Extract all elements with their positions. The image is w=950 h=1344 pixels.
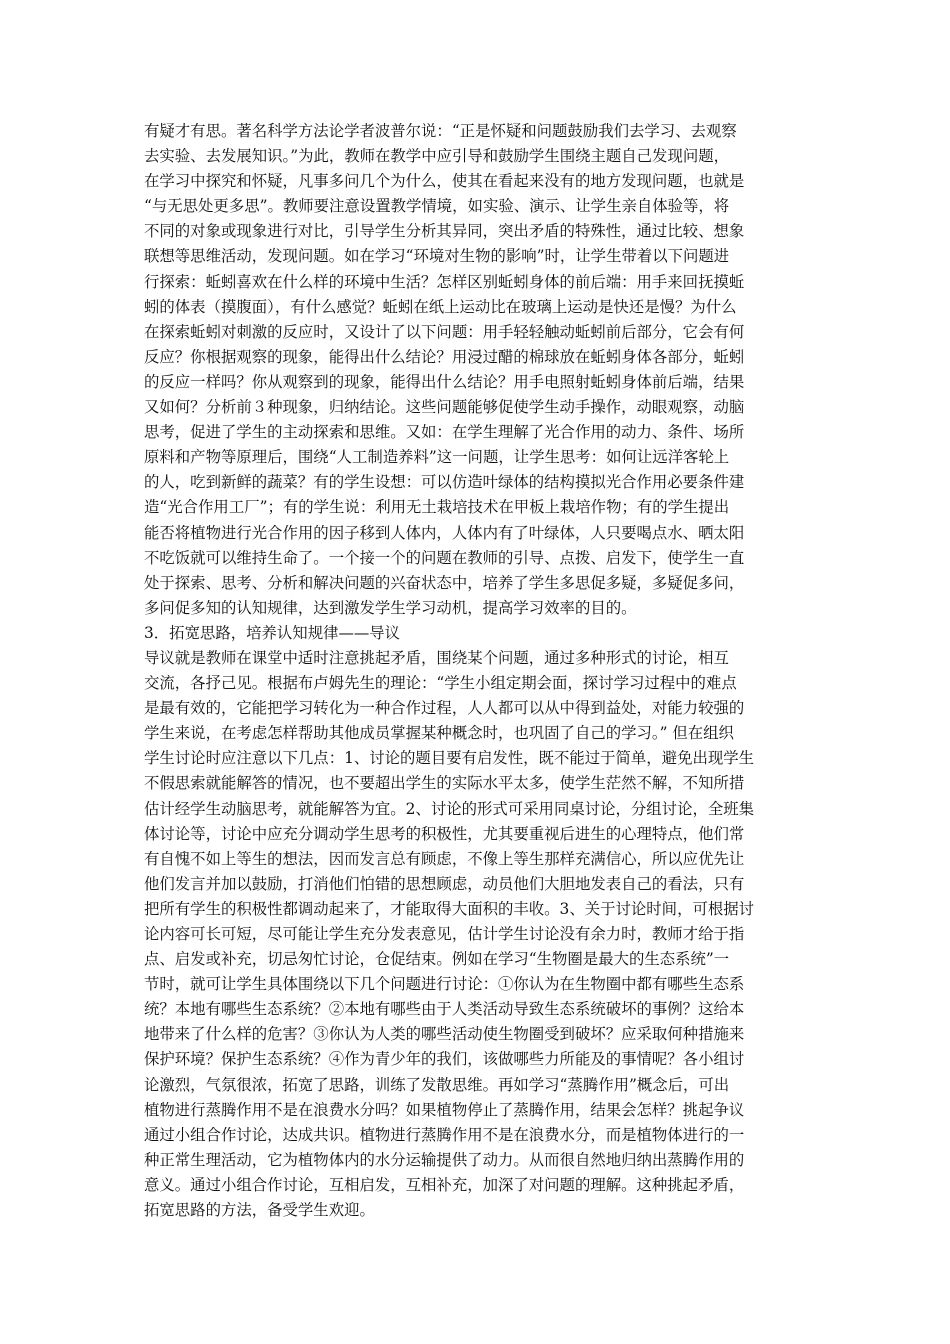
text-line: 多问促多知的认知规律，达到激发学生学习动机，提高学习效率的目的。 <box>144 598 637 617</box>
text-line: 不同的对象或现象进行对比，引导学生分析其异同，突出矛盾的特殊性，通过比较、想象 <box>144 222 745 241</box>
text-line: 去实验、去发展知识。”为此，教师在教学中应引导和鼓励学生围绕主题自己发现问题， <box>144 147 730 166</box>
text-line: 学生来说，在考虑怎样帮助其他成员掌握某种概念时，也巩固了自己的学习。” 但在组织 <box>144 724 734 743</box>
text-line: 种正常生理活动，它为植物体内的水分运输提供了动力。从而很自然地归纳出蒸腾作用的 <box>144 1150 745 1169</box>
text-line: 处于探索、思考、分析和解决问题的兴奋状态中，培养了学生多思促多疑，多疑促多问， <box>144 573 745 592</box>
text-line: 体讨论等，讨论中应充分调动学生思考的积极性，尤其要重视后进生的心理特点，他们常 <box>144 824 745 843</box>
text-line: 思考，促进了学生的主动探索和思维。又如：在学生理解了光合作用的动力、条件、场所 <box>144 423 745 442</box>
text-line: 论内容可长可短，尽可能让学生充分发表意见，估计学生讨论没有余力时，教师才给于指 <box>144 925 745 943</box>
text-line: 导议就是教师在课堂中适时注意挑起矛盾，围绕某个问题，通过多种形式的讨论，相互 <box>144 648 729 667</box>
text-line: 有自愧不如上等生的想法，因而发言总有顾虑，不像上等生那样充满信心，所以应优先让 <box>144 849 745 868</box>
text-line: 学生讨论时应注意以下几点：1、讨论的题目要有启发性，既不能过于简单，避免出现学生 <box>144 749 755 768</box>
text-line: 不吃饭就可以维持生命了。一个接一个的问题在教师的引导、点拨、启发下，使学生一直 <box>144 548 745 567</box>
text-line: 又如何？分析前３种现象，归纳结论。这些问题能够促使学生动手操作，动眼观察，动脑 <box>144 398 745 417</box>
text-line: 论激烈，气氛很浓，拓宽了思路，训练了发散思维。再如学习“蒸腾作用”概念后，可出 <box>144 1075 730 1094</box>
text-line: 是最有效的，它能把学习转化为一种合作过程，人人都可以从中得到益处，对能力较强的 <box>144 699 745 718</box>
text-line: 统？本地有哪些生态系统？②本地有哪些由于人类活动导致生态系统破坏的事例？这给本 <box>144 1000 745 1019</box>
text-line: 估计经学生动脑思考，就能解答为宜。2、讨论的形式可采用同桌讨论，分组讨论，全班集 <box>144 799 755 818</box>
text-line: 原料和产物等原理后，围绕“人工制造养料”这一问题，让学生思考：如何让远洋客轮上 <box>144 448 730 467</box>
text-line: 行探索：蚯蚓喜欢在什么样的环境中生活？怎样区别蚯蚓身体的前后端：用手来回抚摸蚯 <box>144 272 745 291</box>
text-line: 植物进行蒸腾作用不是在浪费水分吗？如果植物停止了蒸腾作用，结果会怎样？挑起争议 <box>144 1100 745 1119</box>
text-line: 反应？你根据观察的现象，能得出什么结论？用浸过醋的棉球放在蚯蚓身体各部分，蚯蚓 <box>144 347 745 366</box>
text-line: 点、启发或补充，切忌匆忙讨论，仓促结束。例如在学习“生物圈是最大的生态系统”一 <box>144 950 730 969</box>
text-line: 的反应一样吗？你从观察到的现象，能得出什么结论？用手电照射蚯蚓身体前后端，结果 <box>144 372 745 391</box>
text-line: 节时，就可让学生具体围绕以下几个问题进行讨论：①你认为在生物圈中都有哪些生态系 <box>144 975 745 994</box>
text-line: 的人，吃到新鲜的蔬菜？有的学生设想：可以仿造叶绿体的结构摸拟光合作用必要条件建 <box>144 473 745 492</box>
text-line: 他们发言并加以鼓励，打消他们怕错的思想顾虑，动员他们大胆地发表自己的看法，只有 <box>144 874 745 893</box>
text-line: 意义。通过小组合作讨论，互相启发，互相补充，加深了对问题的理解。这种挑起矛盾， <box>144 1175 745 1194</box>
text-line: 拓宽思路的方法，备受学生欢迎。 <box>144 1201 375 1220</box>
text-line: 把所有学生的积极性都调动起来了，才能取得大面积的丰收。3、关于讨论时间，可根据讨 <box>144 899 755 918</box>
text-line: 通过小组合作讨论，达成共识。植物进行蒸腾作用不是在浪费水分，而是植物体进行的一 <box>144 1125 745 1144</box>
text-line: “与无思处更多思”。教师要注意设置教学情境，如实验、演示、让学生亲自体验等，将 <box>144 197 730 216</box>
text-line: 不假思索就能解答的情况，也不要超出学生的实际水平太多，使学生茫然不解，不知所措 <box>144 774 745 793</box>
document-body <box>144 119 808 1223</box>
text-line: 造“光合作用工厂”；有的学生说：利用无土栽培技术在甲板上栽培作物；有的学生提出 <box>144 498 730 517</box>
text-line: 交流，各抒己见。根据布卢姆先生的理论：“学生小组定期会面，探讨学习过程中的难点 <box>144 674 737 693</box>
text-line: 3．拓宽思路，培养认知规律——导议 <box>144 623 401 642</box>
text-line: 保护环境？保护生态系统？④作为青少年的我们，该做哪些力所能及的事情呢？各小组讨 <box>144 1050 745 1069</box>
text-line: 地带来了什么样的危害？③你认为人类的哪些活动使生物圈受到破坏？应采取何种措施来 <box>144 1025 745 1044</box>
text-line: 在学习中探究和怀疑，凡事多问几个为什么，使其在看起来没有的地方发现问题，也就是 <box>144 172 745 191</box>
text-line: 在探索蚯蚓对刺激的反应时，又设计了以下问题：用手轻轻触动蚯蚓前后部分，它会有何 <box>144 322 745 341</box>
text-line: 能否将植物进行光合作用的因子移到人体内，人体内有了叶绿体，人只要喝点水、晒太阳 <box>144 523 745 542</box>
text-line: 有疑才有思。著名科学方法论学者波普尔说：“正是怀疑和问题鼓励我们去学习、去观察 <box>144 122 737 140</box>
text-line: 蚓的体表（摸腹面），有什么感觉？蚯蚓在纸上运动比在玻璃上运动是快还是慢？为什么 <box>144 297 737 316</box>
text-line: 联想等思维活动，发现问题。如在学习“环境对生物的影响”时，让学生带着以下问题进 <box>144 247 730 266</box>
